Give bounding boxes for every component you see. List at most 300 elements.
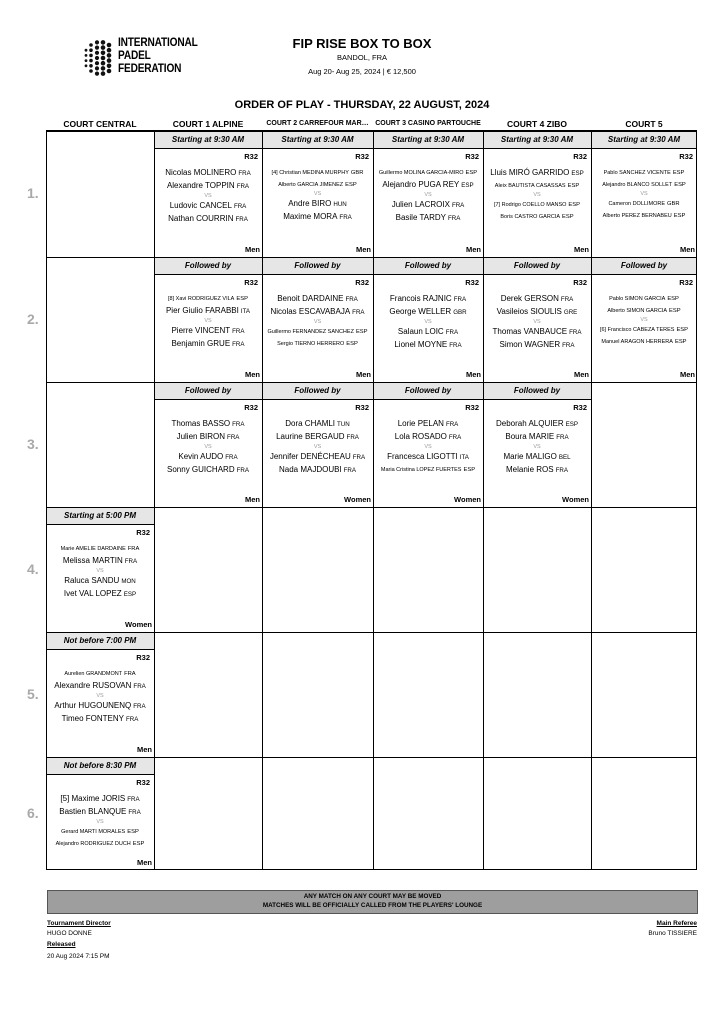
player-name: Lionel MOYNE	[394, 340, 448, 349]
player-name: Boura MARIE	[505, 432, 555, 441]
player-nationality: FRA	[448, 434, 462, 441]
match-cell	[154, 131, 262, 257]
player-entry	[46, 700, 154, 713]
player-name: Basile TARDY	[395, 213, 446, 222]
player-name: Ivet VAL LOPEZ	[63, 589, 122, 598]
tournament-location: BANDOL, FRA	[336, 53, 387, 62]
round-label: R32	[573, 152, 587, 161]
player-nationality: FRA	[225, 454, 238, 461]
player-entry	[483, 431, 591, 444]
category-label: Men	[245, 245, 260, 254]
player-name: Francesca LIGOTTI	[387, 452, 458, 461]
player-nationality: FRA	[569, 329, 582, 336]
grid-line	[46, 131, 47, 870]
players-block	[591, 167, 697, 222]
player-nationality: FRA	[445, 329, 459, 336]
player-entry	[483, 199, 591, 211]
match-time-band: Followed by	[483, 382, 591, 400]
round-label: R32	[355, 278, 369, 287]
players-block	[373, 418, 483, 476]
released-label: Released	[47, 941, 76, 948]
tournament-title: FIP RISE BOX TO BOX	[292, 36, 432, 51]
empty-cell	[154, 757, 262, 870]
players-block	[154, 293, 262, 351]
player-name: Pablo SIMON GARCIA	[609, 296, 666, 302]
player-nationality: FRA	[232, 328, 245, 335]
player-entry	[373, 293, 483, 306]
player-name: Alejandro RODRIGUEZ DUCH	[55, 841, 131, 847]
player-nationality: ESP	[132, 841, 145, 847]
grid-line	[46, 507, 697, 508]
player-entry	[483, 326, 591, 339]
player-nationality: ESP	[667, 296, 679, 302]
players-block	[591, 293, 697, 348]
player-entry	[591, 198, 697, 210]
player-name: Gerard MARTI MORALES	[61, 829, 126, 835]
player-entry	[154, 200, 262, 213]
player-name: Simon WAGNER	[499, 340, 561, 349]
player-entry	[154, 213, 262, 226]
match-time-band: Not before 8:30 PM	[46, 757, 154, 775]
match-cell	[46, 507, 154, 632]
player-entry	[262, 198, 373, 211]
round-label: R32	[355, 403, 369, 412]
player-nationality: FRA	[227, 434, 240, 441]
empty-cell	[262, 632, 373, 757]
round-label: R32	[136, 653, 150, 662]
player-entry	[154, 325, 262, 338]
player-nationality: FRA	[232, 341, 245, 348]
player-nationality: ESP	[568, 202, 581, 208]
vs-label: VS	[640, 191, 648, 197]
empty-cell	[591, 382, 697, 507]
vs-label: VS	[424, 192, 432, 198]
player-entry	[483, 211, 591, 223]
player-name: Laurine BERGAUD	[276, 432, 345, 441]
vs-label: VS	[640, 317, 648, 323]
player-name: Marie AMELIE DARDAINE	[60, 546, 126, 552]
player-name: Alberto SIMON GARCIA	[607, 308, 667, 314]
vs-label: VS	[424, 444, 432, 450]
player-entry	[262, 167, 373, 179]
category-label: Women	[454, 495, 481, 504]
players-block	[154, 167, 262, 226]
player-name: Nicolas MOLINERO	[165, 168, 237, 177]
court-header: COURT 5	[625, 119, 663, 129]
vs-label: VS	[96, 819, 104, 825]
player-entry	[373, 451, 483, 464]
empty-cell	[591, 632, 697, 757]
player-name: Pier Giulio FARABBI	[165, 306, 239, 315]
player-name: Deborah ALQUIER	[496, 419, 564, 428]
player-name: Derek GERSON	[500, 294, 559, 303]
vs-label: VS	[533, 319, 541, 325]
player-name: Julien BIRON	[176, 432, 226, 441]
player-nationality: GBR	[453, 309, 467, 316]
player-name: Cameron DOLLIMORE	[608, 201, 665, 207]
player-nationality: FRA	[343, 467, 357, 474]
player-nationality: FRA	[556, 434, 569, 441]
player-name: Kevin AUDO	[178, 452, 224, 461]
player-nationality: ESP	[561, 214, 574, 220]
director-name: HUGO DONNE	[47, 930, 92, 937]
player-name: Benoit DARDAINE	[277, 294, 344, 303]
notice-line-2: MATCHES WILL BE OFFICIALLY CALLED FROM THE PLAYERS' LOUNGE	[262, 902, 483, 909]
player-name: Sonny GUICHARD	[167, 465, 235, 474]
player-nationality: FRA	[127, 546, 140, 552]
empty-cell	[373, 507, 483, 632]
player-name: Pierre VINCENT	[171, 326, 231, 335]
player-nationality: ESP	[673, 213, 686, 219]
players-block	[373, 293, 483, 352]
player-name: Pablo SANCHEZ VICENTE	[603, 170, 671, 176]
player-name: Sergio TIERNO HERRERO	[277, 341, 345, 347]
row-number: 6.	[27, 804, 39, 821]
player-nationality: FRA	[124, 671, 136, 677]
player-entry	[373, 179, 483, 192]
player-nationality: FRA	[451, 202, 465, 209]
player-entry	[591, 324, 697, 336]
vs-label: VS	[313, 319, 322, 325]
player-nationality: FRA	[127, 796, 140, 803]
player-nationality: FRA	[233, 203, 247, 210]
category-label: Men	[466, 370, 481, 379]
vs-label: VS	[96, 693, 104, 699]
player-entry	[591, 210, 697, 222]
player-name: Alejandro PUGA REY	[382, 180, 460, 189]
empty-cell	[154, 507, 262, 632]
player-name: Bastien BLANQUE	[59, 807, 127, 816]
player-name: Guillermo FERNANDEZ SANCHEZ	[267, 329, 354, 335]
player-entry	[591, 305, 697, 317]
category-label: Men	[137, 745, 152, 754]
row-number: 3.	[27, 435, 39, 452]
player-nationality: ESP	[123, 591, 137, 598]
match-time-band: Starting at 9:30 AM	[373, 131, 483, 149]
grid-line	[46, 257, 697, 258]
player-entry	[591, 179, 697, 191]
round-label: R32	[355, 152, 369, 161]
player-nationality: BEL	[558, 454, 571, 461]
player-name: Thomas VANBAUCE	[492, 327, 568, 336]
category-label: Men	[356, 245, 371, 254]
player-nationality: FRA	[238, 170, 251, 177]
player-nationality: ESP	[674, 339, 687, 345]
match-cell	[373, 257, 483, 382]
player-name: Alberto PEREZ BERNABEU	[602, 213, 672, 219]
player-name: Francois RAJNIC	[389, 294, 452, 303]
player-entry	[483, 464, 591, 477]
player-nationality: GRE	[563, 309, 578, 316]
player-name: Thomas BASSO	[171, 419, 231, 428]
match-time-band: Followed by	[373, 257, 483, 275]
match-cell	[262, 257, 373, 382]
tournament-dates: Aug 20- Aug 25, 2024 | € 12,500	[308, 67, 416, 76]
player-name: Lluis MIRÓ GARRIDO	[490, 168, 570, 177]
player-nationality: FRA	[555, 467, 568, 474]
player-entry	[262, 451, 373, 464]
player-entry	[46, 713, 154, 726]
player-entry	[262, 306, 373, 319]
grid-line	[46, 130, 697, 132]
player-entry	[373, 418, 483, 431]
vs-label: VS	[96, 568, 104, 574]
player-nationality: ESP	[465, 170, 478, 176]
player-entry	[46, 588, 154, 601]
player-entry	[262, 179, 373, 191]
logo-text: INTERNATIONAL PADEL FEDERATION	[118, 37, 198, 75]
director-label: Tournament Director	[47, 920, 111, 927]
match-cell	[154, 257, 262, 382]
player-nationality: FRA	[128, 809, 141, 816]
schedule-grid	[46, 118, 697, 870]
player-name: Nathan COURRIN	[168, 214, 234, 223]
round-label: R32	[573, 403, 587, 412]
player-entry	[154, 167, 262, 180]
match-cell	[373, 131, 483, 257]
empty-cell	[262, 757, 373, 870]
player-entry	[483, 180, 591, 192]
player-name: Aurelien GRANDMONT	[64, 671, 123, 677]
vs-label: VS	[533, 444, 541, 450]
category-label: Men	[680, 245, 695, 254]
player-name: Manuel ARAGON HERRERA	[601, 339, 673, 345]
player-entry	[373, 306, 483, 319]
player-entry	[46, 543, 154, 555]
grid-line	[46, 632, 697, 633]
player-name: Guillermo MOLINA GARCIA-MIRO	[378, 170, 464, 176]
player-name: Andre BIRO	[288, 199, 332, 208]
court-header: COURT 3 CASINO PARTOUCHE	[375, 120, 481, 127]
player-entry	[373, 212, 483, 225]
player-name: Raluca SANDU	[64, 576, 120, 585]
player-name: Vasileios SIOULIS	[496, 307, 562, 316]
player-name: Boris CASTRO GARCIA	[500, 214, 560, 220]
player-nationality: ESP	[672, 170, 685, 176]
player-entry	[262, 418, 373, 431]
player-nationality: FRA	[448, 215, 461, 222]
player-nationality: ITA	[240, 308, 251, 315]
empty-cell	[46, 382, 154, 507]
player-name: Aleix BAUTISTA CASASSAS	[494, 183, 566, 189]
player-nationality: ESP	[676, 327, 689, 333]
category-label: Men	[137, 858, 152, 867]
player-name: Maxime MORA	[283, 212, 338, 221]
player-nationality: FRA	[235, 216, 248, 223]
player-entry	[373, 431, 483, 444]
match-time-band: Not before 7:00 PM	[46, 632, 154, 650]
category-label: Men	[466, 245, 481, 254]
match-time-band: Starting at 9:30 AM	[262, 131, 373, 149]
match-time-band: Starting at 9:30 AM	[591, 131, 697, 149]
grid-line	[483, 131, 484, 870]
player-nationality: FRA	[124, 558, 138, 565]
referee-label: Main Referee	[656, 920, 697, 927]
player-name: Maria Cristina LOPEZ FUERTES	[380, 467, 462, 473]
round-label: R32	[244, 403, 258, 412]
round-label: R32	[136, 778, 150, 787]
empty-cell	[46, 257, 154, 382]
empty-cell	[154, 632, 262, 757]
match-time-band: Followed by	[154, 382, 262, 400]
player-name: [7] Rodrigo COELLO MANSO	[493, 202, 567, 208]
player-entry	[483, 293, 591, 306]
player-nationality: TUN	[337, 421, 350, 428]
category-label: Men	[245, 370, 260, 379]
player-entry	[373, 167, 483, 179]
row-number: 1.	[27, 185, 39, 201]
player-nationality: FRA	[236, 467, 249, 474]
player-entry	[154, 418, 262, 431]
player-entry	[262, 293, 373, 306]
player-entry	[154, 451, 262, 464]
empty-cell	[373, 757, 483, 870]
player-entry	[373, 199, 483, 212]
row-number: 2.	[27, 310, 39, 327]
players-block	[262, 167, 373, 224]
player-name: Melissa MARTIN	[62, 556, 123, 565]
player-entry	[591, 167, 697, 179]
notice-line-1: ANY MATCH ON ANY COURT MAY BE MOVED	[303, 893, 442, 900]
grid-line	[46, 382, 697, 383]
player-nationality: ESP	[674, 182, 686, 188]
player-entry	[262, 211, 373, 224]
player-name: [4] Christian MEDINA MURPHY	[271, 170, 349, 176]
player-name: Julien LACROIX	[391, 200, 450, 209]
match-cell	[591, 131, 697, 257]
players-block	[373, 167, 483, 225]
player-entry	[591, 293, 697, 305]
player-name: Nada MAJDOUBI	[278, 465, 342, 474]
vs-label: VS	[533, 192, 541, 198]
category-label: Men	[245, 495, 260, 504]
player-entry	[262, 326, 373, 338]
empty-cell	[591, 757, 697, 870]
player-entry	[154, 431, 262, 444]
court-header: COURT 2 CARREFOUR MAR…	[266, 120, 369, 127]
player-entry	[373, 464, 483, 476]
grid-line	[46, 757, 697, 758]
player-entry	[483, 306, 591, 319]
player-nationality: ESP	[567, 183, 580, 189]
category-label: Women	[125, 620, 152, 629]
player-nationality: ITA	[459, 454, 469, 461]
grid-line	[373, 131, 374, 870]
player-entry	[262, 431, 373, 444]
player-name: Marie MALIGO	[503, 452, 557, 461]
player-nationality: FRA	[133, 683, 146, 690]
match-time-band: Starting at 9:30 AM	[154, 131, 262, 149]
player-nationality: FRA	[562, 342, 575, 349]
player-entry	[262, 464, 373, 477]
player-nationality: FRA	[346, 434, 359, 441]
player-entry	[46, 826, 154, 838]
players-block	[262, 418, 373, 477]
players-block	[483, 293, 591, 352]
match-cell	[154, 382, 262, 507]
row-number: 5.	[27, 685, 39, 702]
round-label: R32	[573, 278, 587, 287]
player-nationality: ESP	[127, 829, 139, 835]
player-name: Alberto GARCIA JIMENEZ	[278, 182, 344, 188]
category-label: Men	[574, 370, 589, 379]
vs-label: VS	[204, 193, 212, 199]
match-time-band: Followed by	[262, 257, 373, 275]
player-entry	[154, 338, 262, 351]
released-date: 20 Aug 2024 7:15 PM	[47, 953, 110, 960]
players-block	[154, 418, 262, 477]
player-entry	[483, 339, 591, 352]
match-time-band: Followed by	[591, 257, 697, 275]
category-label: Men	[356, 370, 371, 379]
grid-line	[154, 131, 155, 870]
match-time-band: Starting at 5:00 PM	[46, 507, 154, 525]
empty-cell	[483, 757, 591, 870]
player-nationality: ESP	[565, 421, 578, 428]
player-nationality: FRA	[345, 296, 358, 303]
player-nationality: FRA	[445, 421, 459, 428]
player-entry	[46, 793, 154, 806]
match-time-band: Followed by	[483, 257, 591, 275]
players-block	[483, 167, 591, 223]
empty-cell	[591, 507, 697, 632]
player-entry	[483, 451, 591, 464]
players-block	[262, 293, 373, 350]
match-cell	[483, 131, 591, 257]
player-name: Dora CHAMLI	[285, 419, 336, 428]
player-nationality: FRA	[560, 296, 574, 303]
player-entry	[373, 326, 483, 339]
player-nationality: FRA	[133, 703, 146, 710]
players-block	[46, 793, 154, 850]
category-label: Men	[574, 245, 589, 254]
player-nationality: HUN	[333, 201, 347, 208]
players-block	[46, 668, 154, 726]
court-header: COURT 4 ZIBO	[507, 119, 567, 129]
player-nationality: ESP	[461, 182, 474, 189]
player-entry	[262, 338, 373, 350]
empty-cell	[483, 632, 591, 757]
round-label: R32	[465, 278, 479, 287]
player-nationality: FRA	[232, 421, 245, 428]
match-time-band: Followed by	[154, 257, 262, 275]
player-nationality: FRA	[453, 296, 467, 303]
player-name: Ludovic CANCEL	[169, 201, 232, 210]
round-label: R32	[679, 278, 693, 287]
row-number: 4.	[27, 560, 39, 577]
player-nationality: GBR	[666, 201, 680, 207]
player-entry	[154, 180, 262, 193]
category-label: Women	[344, 495, 371, 504]
player-nationality: ESP	[346, 341, 358, 347]
player-name: Jennifer DENÉCHEAU	[269, 452, 351, 461]
player-entry	[46, 555, 154, 568]
player-nationality: ESP	[669, 308, 681, 314]
round-label: R32	[244, 278, 258, 287]
court-header: COURT 1 ALPINE	[172, 119, 244, 129]
player-name: Alexandre TOPPIN	[166, 181, 235, 190]
player-name: Nicolas ESCAVABAJA	[270, 307, 351, 316]
round-label: R32	[244, 152, 258, 161]
player-entry	[46, 680, 154, 693]
player-nationality: MON	[121, 578, 136, 585]
player-name: Benjamin GRUE	[171, 339, 231, 348]
player-name: Lola ROSADO	[394, 432, 447, 441]
player-name: [5] Maxime JORIS	[60, 794, 126, 803]
player-name: George WELLER	[389, 307, 452, 316]
player-entry	[483, 167, 591, 180]
match-time-band: Followed by	[262, 382, 373, 400]
